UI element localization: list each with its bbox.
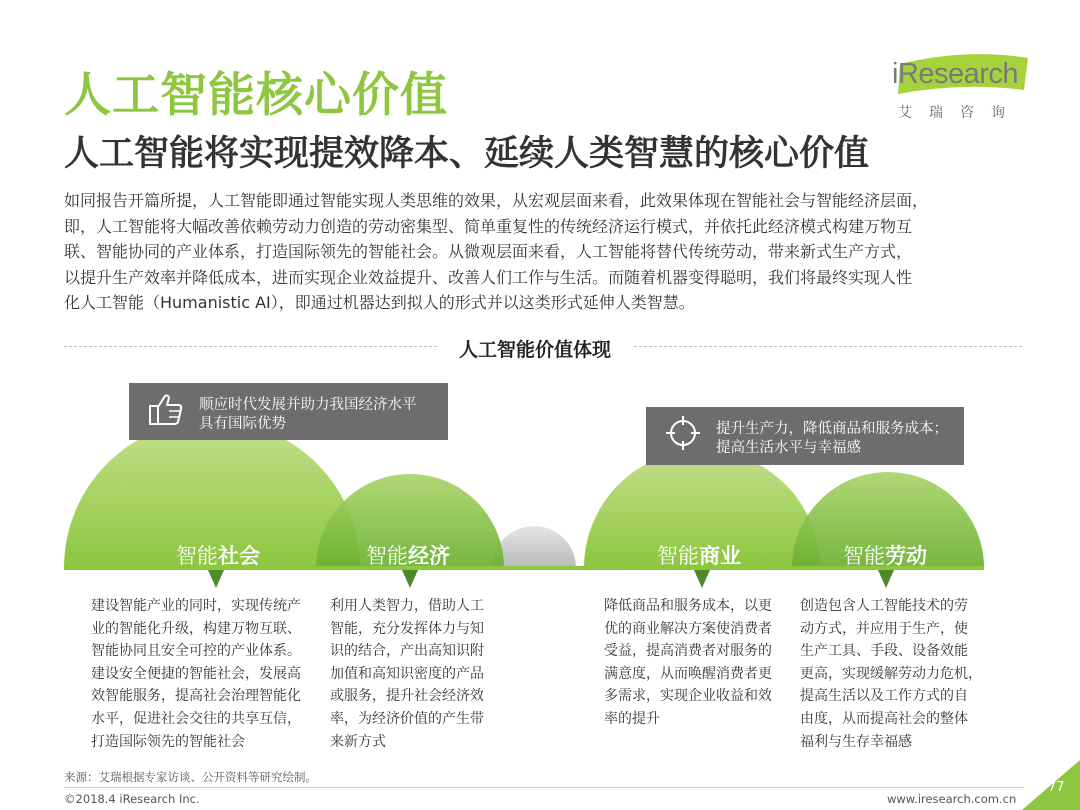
callout-left-line2: 具有国际优势 — [199, 416, 286, 432]
labor-pointer — [878, 570, 894, 588]
intro-line: 如同报告开篇所提，人工智能即通过智能实现人类思维的效果，从宏观层面来看，此效果体现在智能社会与智能经济层面， — [64, 191, 929, 210]
desc-line: 智能，充分发挥体力与知 — [330, 620, 484, 637]
callout-right-line1: 提升生产力，降低商品和服务成本； — [716, 421, 948, 437]
logo-cn: 艾瑞咨询 — [898, 105, 1022, 121]
desc-line: 满意度，从而唤醒消费者更 — [604, 665, 772, 682]
desc-business — [604, 595, 772, 731]
desc-line: 创造包含人工智能技术的劳 — [800, 598, 968, 614]
label-smart-society — [176, 540, 260, 570]
page-number: 77 — [1048, 780, 1065, 795]
label-prefix: 智能 — [657, 544, 699, 568]
gray-bubble — [492, 526, 576, 568]
label-prefix: 智能 — [366, 544, 408, 568]
label-smart-labor — [843, 540, 927, 570]
desc-line: 打造国际领先的智能社会 — [91, 733, 245, 750]
intro-line: 即，人工智能将大幅改善依赖劳动力创造的劳动密集型、简单重复性的传统经济运行模式，并依托此经济模式构建万物互 — [64, 216, 913, 236]
desc-line: 优的商业解决方案使消费者 — [604, 620, 772, 637]
desc-society — [91, 595, 301, 753]
desc-line: 智能协同且安全可控的产业体系。 — [91, 643, 301, 660]
desc-line: 来新方式 — [330, 733, 386, 750]
desc-line: 受益，提高消费者对服务的 — [604, 643, 772, 660]
desc-line: 由度，从而提高社会的整体 — [800, 710, 968, 727]
footer-divider — [64, 787, 1024, 788]
source-note: 来源：艾瑞根据专家访谈、公开资料等研究绘制。 — [64, 770, 317, 784]
desc-line: 识的结合，产出高知识附 — [330, 643, 484, 660]
desc-line: 福利与生存幸福感 — [800, 733, 912, 750]
callout-right — [646, 407, 964, 465]
iresearch-logo — [890, 58, 1030, 128]
label-bold: 经济 — [408, 544, 450, 568]
desc-line: 生产工具、手段、设备效能 — [800, 643, 968, 660]
thumbs-up-icon — [147, 390, 185, 434]
label-bold: 劳动 — [885, 544, 927, 568]
desc-line: 多需求，实现企业收益和效 — [604, 688, 772, 705]
desc-line: 或服务，提升社会经济效 — [330, 688, 484, 705]
callout-right-line2: 提高生活水平与幸福感 — [716, 440, 861, 456]
desc-line: 效智能服务，提高社会治理智能化 — [91, 688, 301, 705]
website-link[interactable]: www.iresearch.com.cn — [887, 792, 1017, 806]
economy-pointer — [402, 570, 418, 588]
desc-line: 加值和高知识密度的产品 — [330, 665, 484, 682]
callout-left-line1: 顺应时代发展并助力我国经济水平 — [199, 397, 417, 413]
intro-paragraph — [64, 188, 1024, 316]
copyright: ©2018.4 iResearch Inc. — [64, 792, 200, 806]
callout-left — [129, 383, 448, 440]
page-title: 人工智能核心价值 — [64, 68, 448, 123]
desc-labor — [800, 595, 982, 753]
desc-line: 降低商品和服务成本，以更 — [604, 598, 772, 614]
logo-brand: iResearch — [892, 58, 1019, 90]
intro-line: 联、智能协同的产业体系，打造国际领先的智能社会。从微观层面来看，人工智能将替代传统劳动，带来新式生产方式， — [64, 242, 913, 261]
desc-line: 水平，促进社会交往的共享互信， — [91, 710, 301, 727]
business-pointer — [694, 570, 710, 588]
desc-line: 建设智能产业的同时，实现传统产 — [91, 598, 301, 614]
desc-line: 动方式，并应用于生产，使 — [800, 620, 968, 637]
label-prefix: 智能 — [176, 544, 218, 568]
label-smart-business — [657, 540, 741, 570]
desc-line: 业的智能化升级，构建万物互联、 — [91, 620, 301, 637]
target-icon — [664, 414, 702, 458]
desc-line: 利用人类智力，借助人工 — [330, 598, 484, 614]
desc-economy — [330, 595, 484, 753]
intro-line: 以提升生产效率并降低成本，进而实现企业效益提升、改善人们工作与生活。而随着机器变得聪明，我们将最终实现人性 — [64, 267, 913, 287]
label-smart-economy — [366, 540, 450, 570]
desc-line: 率，为经济价值的产生带 — [330, 710, 484, 727]
desc-line: 更高，实现缓解劳动力危机， — [800, 665, 982, 682]
label-bold: 商业 — [699, 544, 741, 568]
label-bold: 社会 — [218, 544, 260, 568]
label-prefix: 智能 — [843, 544, 885, 568]
desc-line: 提高生活以及工作方式的自 — [800, 688, 968, 705]
page-subtitle: 人工智能将实现提效降本、延续人类智慧的核心价值 — [64, 134, 870, 174]
section-title: 人工智能价值体现 — [437, 335, 633, 362]
intro-line: 化人工智能（Humanistic AI），即通过机器达到拟人的形式并以这类形式延伸人类智慧。 — [64, 293, 695, 312]
desc-line: 建设安全便捷的智能社会，发展高 — [91, 665, 301, 682]
society-pointer — [208, 570, 224, 588]
desc-line: 率的提升 — [604, 710, 660, 727]
